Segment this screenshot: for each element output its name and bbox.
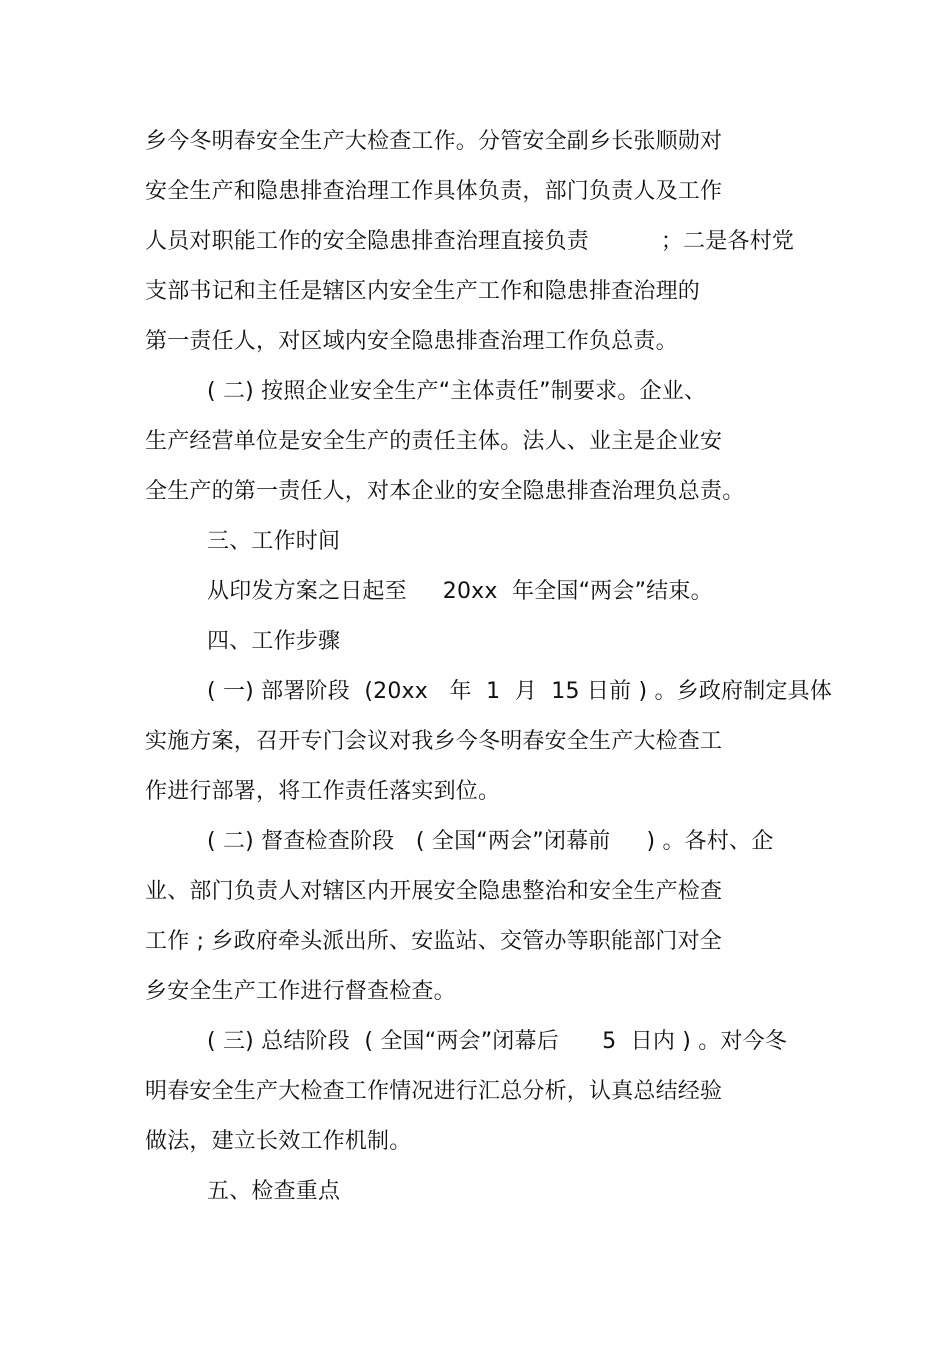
text-line-17: 工作 ; 乡政府牵头派出所、安监站、交管办等职能部门对全 — [145, 929, 723, 954]
text-line-13: 实施方案，召开专门会议对我乡今冬明春安全生产大检查工 — [145, 729, 723, 754]
text-line-6: ( 二) 按照企业安全生产“主体责任”制要求。企业、 — [207, 379, 707, 404]
text-line-2: 安全生产和隐患排查治理工作具体负责，部门负责人及工作 — [145, 179, 723, 204]
text-line-16: 业、部门负责人对辖区内开展安全隐患整治和安全生产检查 — [145, 879, 723, 904]
text-line-5: 第一责任人，对区域内安全隐患排查治理工作负总责。 — [145, 329, 678, 354]
section-heading-5: 五、检查重点 — [207, 1179, 341, 1204]
text-line-18: 乡安全生产工作进行督查检查。 — [145, 979, 456, 1004]
text-line-4: 支部书记和主任是辖区内安全生产工作和隐患排查治理的 — [145, 279, 701, 304]
section-heading-3: 三、工作时间 — [207, 529, 341, 554]
text-line-8: 全生产的第一责任人，对本企业的安全隐患排查治理负总责。 — [145, 479, 745, 504]
text-line-20: 明春安全生产大检查工作情况进行汇总分析，认真总结经验 — [145, 1079, 723, 1104]
text-line-19: ( 三) 总结阶段 ( 全国“两会”闭幕后 5 日内 ) 。对今冬 — [207, 1029, 788, 1054]
text-line-15: ( 二) 督查检查阶段 ( 全国“两会”闭幕前 ) 。各村、企 — [207, 829, 774, 854]
text-line-3: 人员对职能工作的安全隐患排查治理直接负责 ；二是各村党 — [145, 229, 795, 254]
text-line-1: 乡今冬明春安全生产大检查工作。分管安全副乡长张顺勋对 — [145, 129, 723, 154]
section-heading-4: 四、工作步骤 — [207, 629, 341, 654]
text-line-14: 作进行部署，将工作责任落实到位。 — [145, 779, 501, 804]
text-line-21: 做法，建立长效工作机制。 — [145, 1129, 412, 1154]
text-line-7: 生产经营单位是安全生产的责任主体。法人、业主是企业安 — [145, 429, 723, 454]
text-line-12: ( 一) 部署阶段 (20xx 年 1 月 15 日前 ) 。乡政府制定具体 — [207, 679, 833, 704]
text-line-10: 从印发方案之日起至 20xx 年全国“两会”结束。 — [207, 579, 713, 604]
